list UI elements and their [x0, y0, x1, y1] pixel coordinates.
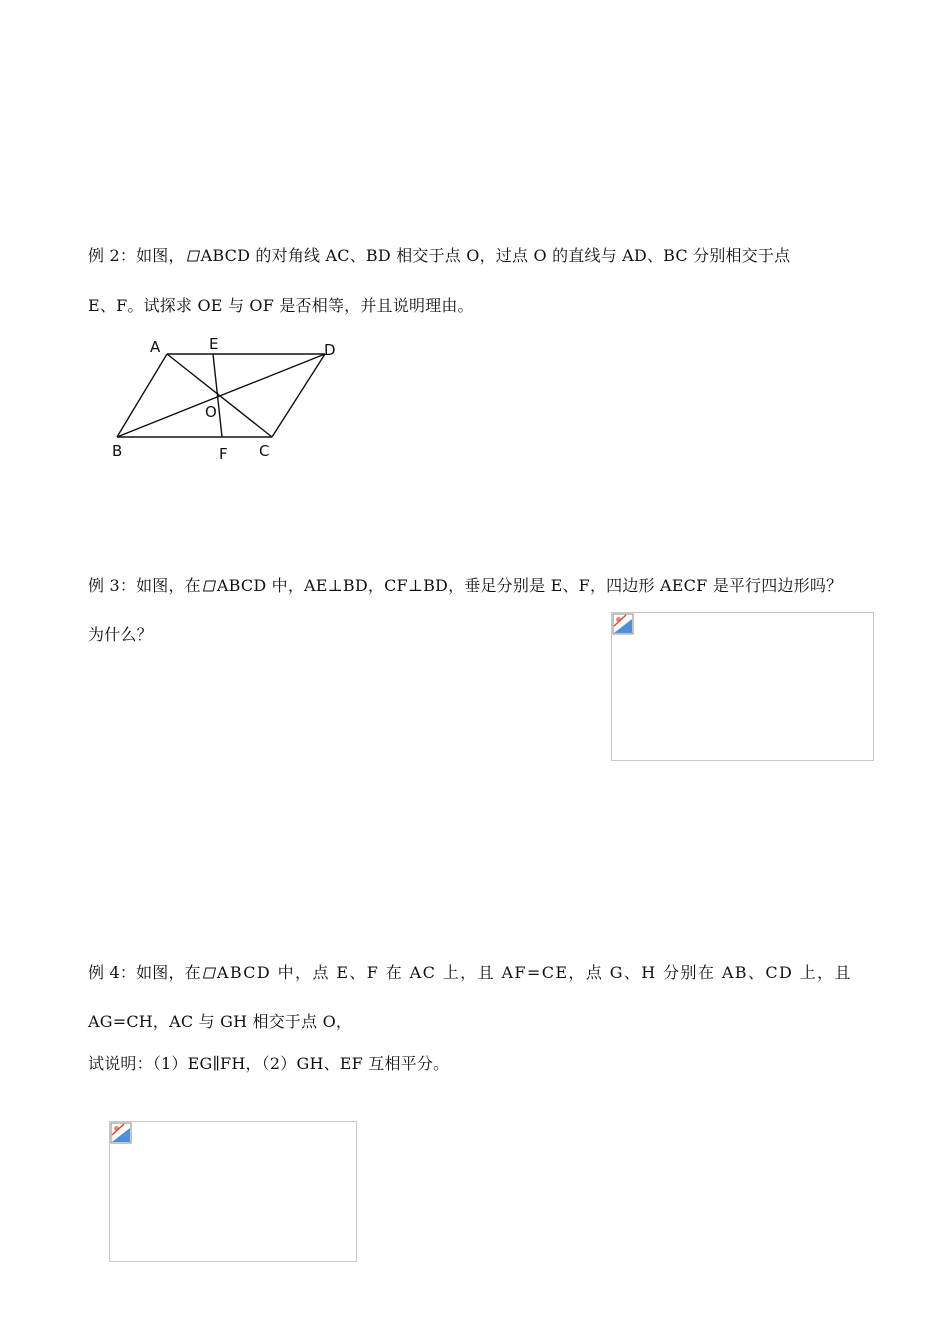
example2-parallelogram-figure	[105, 335, 365, 465]
label-o: O	[205, 403, 217, 421]
example3-figure-placeholder	[611, 612, 874, 761]
broken-image-icon	[612, 613, 634, 635]
example2-text: ABCD 的对角线 AC、BD 相交于点 O，过点 O 的直线与 AD、BC 分别相交于点	[200, 246, 791, 265]
example3-line1	[88, 576, 842, 596]
broken-image-icon	[110, 1122, 132, 1144]
example3-text: ABCD 中，AE⊥BD，CF⊥BD，垂足分别是 E、F，四边形 AECF 是平行四边形吗？	[216, 576, 843, 595]
side-ba	[117, 354, 167, 437]
example4-figure-placeholder	[109, 1121, 357, 1262]
example4-text: ABCD 中，点 E、F 在 AC 上，且 AF=CE，点 G、H 分别在 AB、CD 上，且	[216, 963, 852, 982]
label-b: B	[112, 442, 123, 460]
example2-prefix: 例 2：如图，	[88, 246, 185, 265]
example4-line1	[88, 963, 852, 983]
label-e: E	[209, 335, 219, 353]
example4-line2: AG=CH，AC 与 GH 相交于点 O，	[88, 1012, 353, 1031]
example4-line3: 试说明：（1）EG∥FH，（2）GH、EF 互相平分。	[88, 1054, 450, 1073]
label-c: C	[259, 442, 270, 460]
example4-prefix: 例 4：如图，在	[88, 963, 201, 982]
example3-prefix: 例 3：如图，在	[88, 576, 201, 595]
example2-line1	[88, 246, 790, 266]
example2-line2: E、F。试探求 OE 与 OF 是否相等，并且说明理由。	[88, 296, 474, 315]
label-f: F	[219, 445, 228, 463]
label-a: A	[150, 338, 161, 356]
parallelogram-symbol-icon	[187, 250, 200, 262]
example3-line2: 为什么？	[88, 625, 153, 644]
parallelogram-symbol-icon	[203, 967, 216, 979]
label-d: D	[324, 341, 336, 359]
side-dc	[272, 354, 325, 437]
parallelogram-symbol-icon	[203, 580, 216, 592]
